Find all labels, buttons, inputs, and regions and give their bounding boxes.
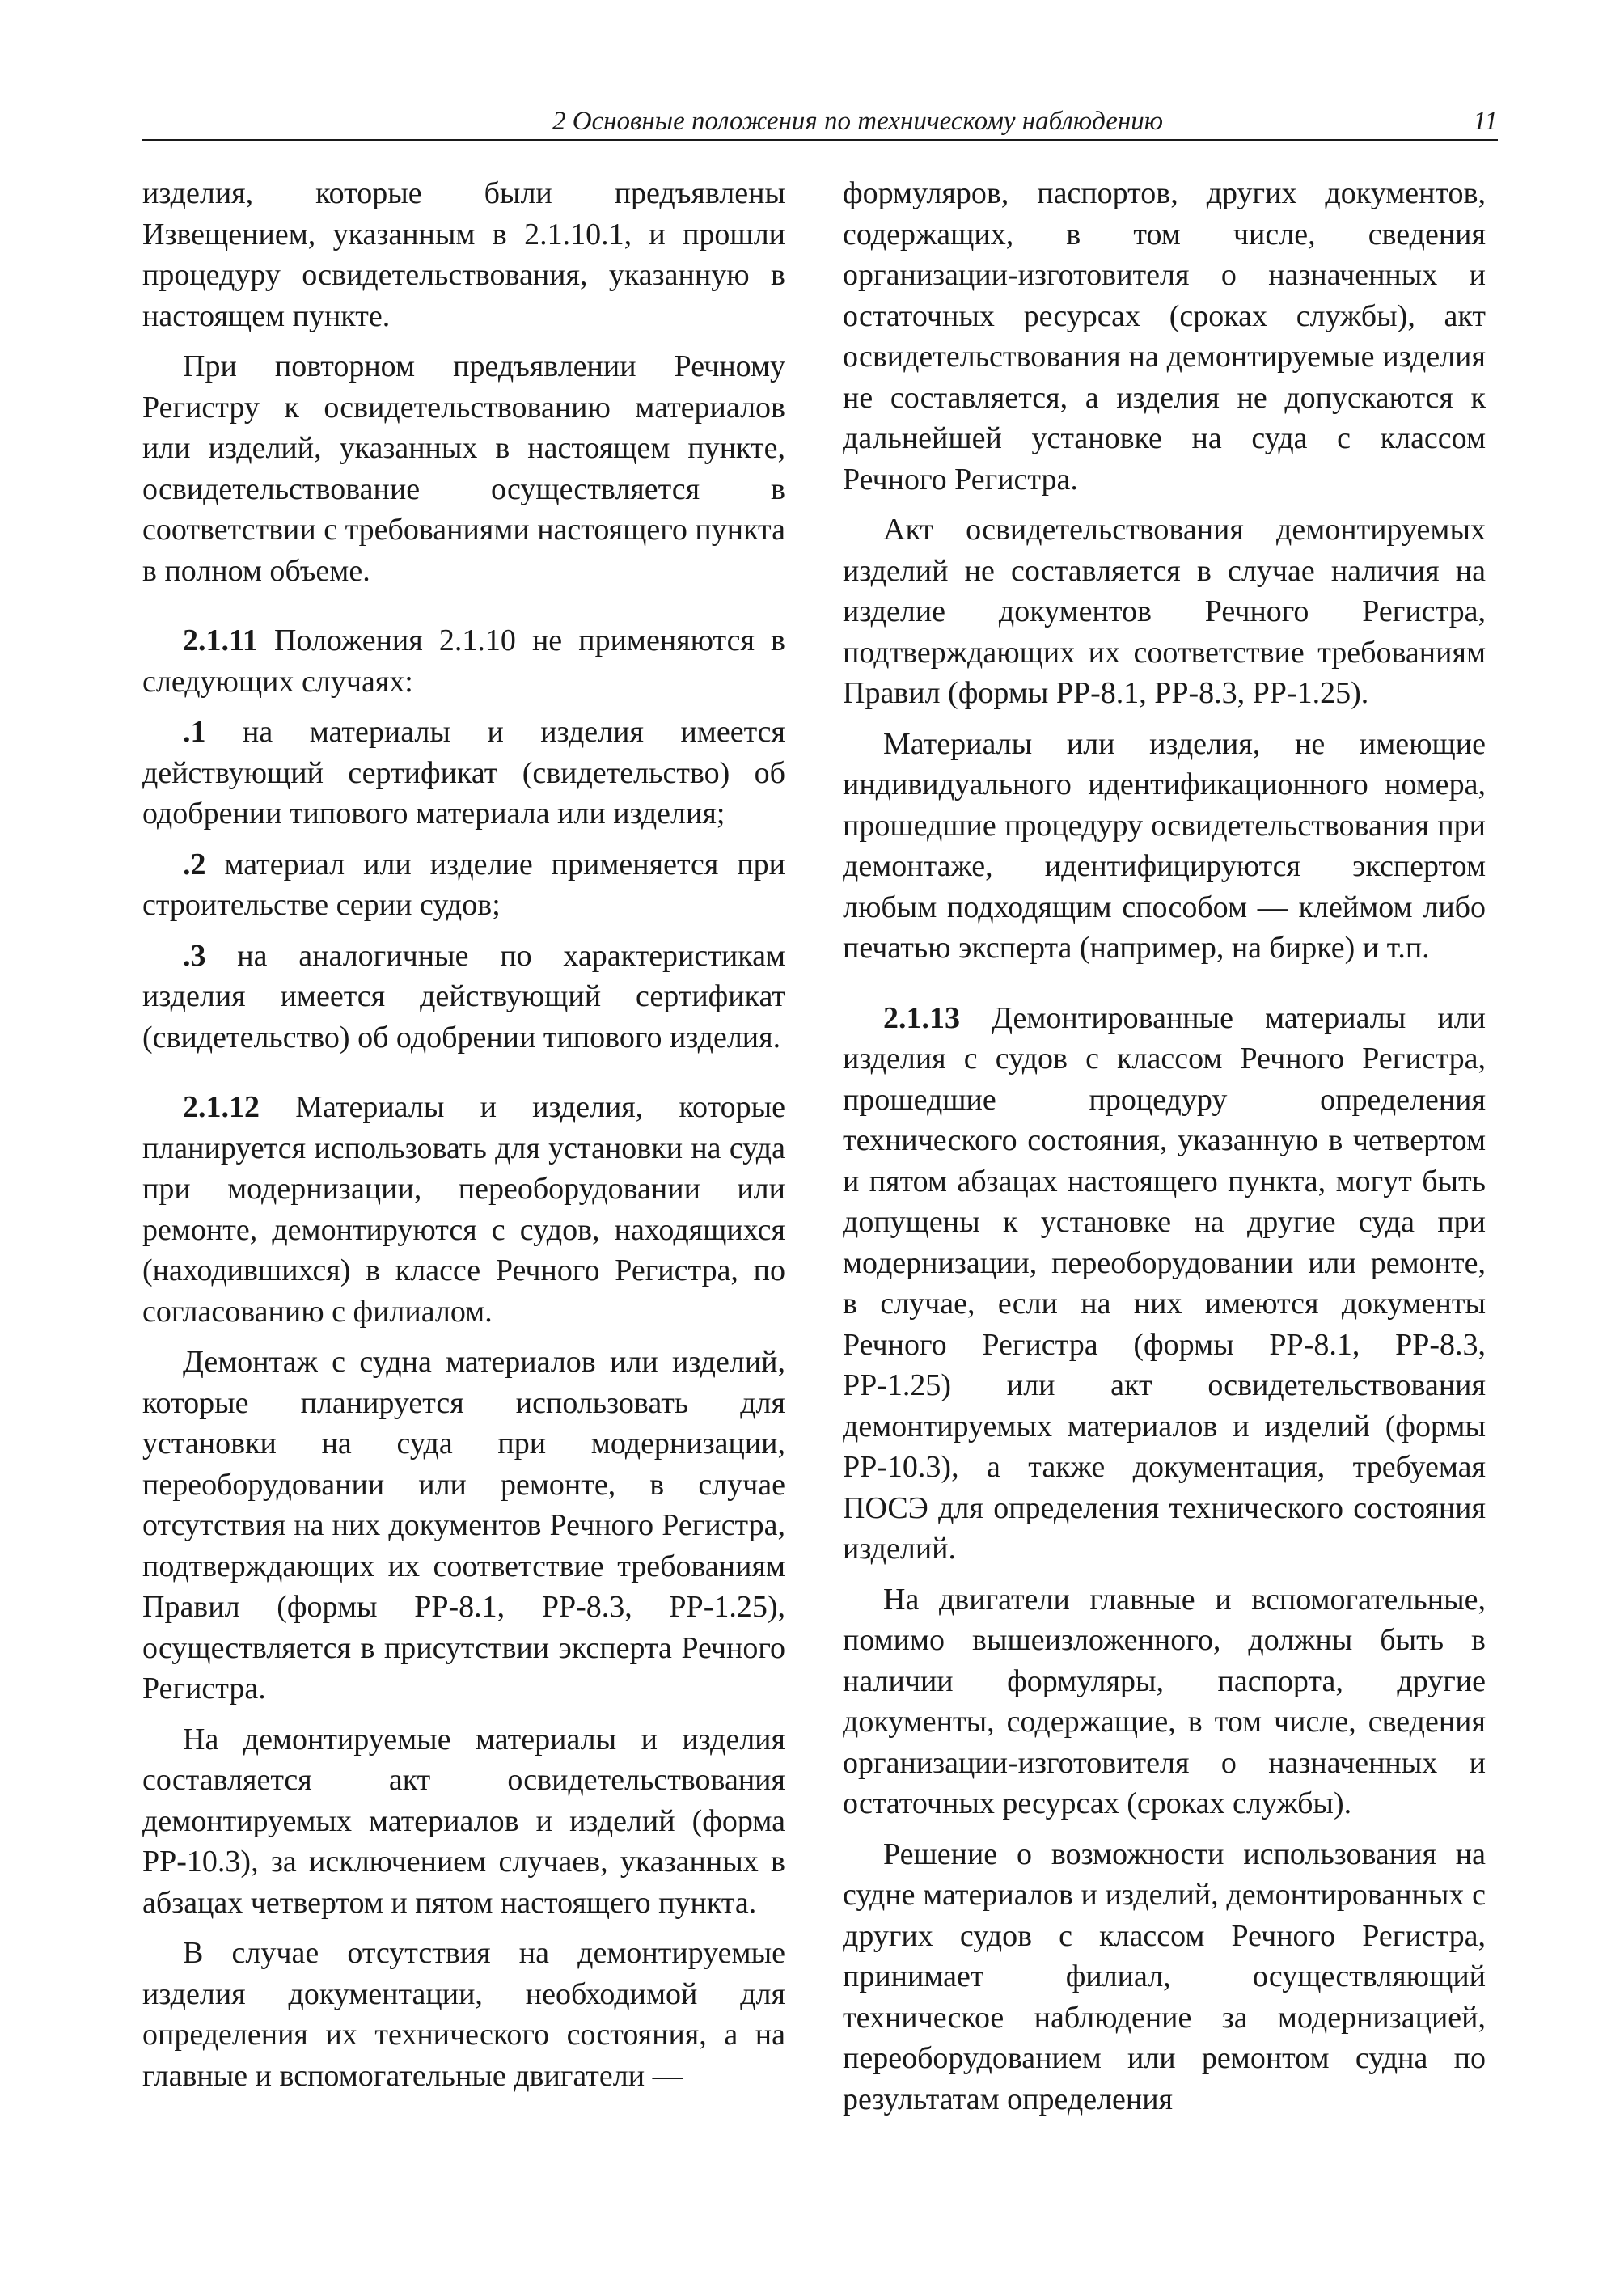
paragraph: На двигатели главные и вспомогательные, помимо вышеизложенного, должны быть в наличии формуляры, паспорта, другие документы, содержащие, в том числе, сведения организации-изготовителя о назначенных и остаточных ресурсах (сроках службы). [843, 1582, 1486, 1820]
right-column [843, 173, 1486, 2129]
section-number: 2.1.12 [183, 1090, 260, 1124]
section-2-1-11 [142, 620, 785, 702]
section-text: Положения 2.1.10 не применяются в следующих случаях: [142, 623, 785, 699]
list-item-text: на материалы и изделия имеется действующий сертификат (свидетельство) об одобрении типового материала или изделия; [142, 715, 785, 831]
page-number: 11 [1473, 107, 1498, 136]
paragraph: Демонтаж с судна материалов или изделий, которые планируется использовать для установки на суда при модернизации, переоборудовании или ремонте, в случае отсутствия на них документов Речного Регистра, подтверждающих их соответствие требованиям Правил (формы РР-8.1, РР-8.3, РР-1.25), осуществляется в присутствии эксперта Речного Регистра. [142, 1345, 785, 1706]
list-item-text: на аналогичные по характеристикам изделия имеется действующий сертификат (свидетельство) об одобрении типового изделия. [142, 938, 785, 1055]
section-number: 2.1.11 [183, 623, 258, 657]
list-item-number: .2 [183, 847, 206, 881]
list-item-number: .3 [183, 938, 206, 973]
left-column [142, 173, 785, 2106]
paragraph: В случае отсутствия на демонтируемые изделия документации, необходимой для определения их технического состояния, а на главные и вспомогательные двигатели — [142, 1936, 785, 2093]
paragraph: При повторном предъявлении Речному Регистру к освидетельствованию материалов или изделий, указанных в настоящем пункте, освидетельствование осуществляется в соответствии с требованиями настоящего пункта в полном объеме. [142, 349, 785, 588]
list-item [142, 844, 785, 926]
paragraph: Материалы или изделия, не имеющие индивидуального идентификационного номера, прошедшие процедуру освидетельствования при демонтаже, идентифицируются экспертом любым подходящим способом — клеймом либо печатью эксперта (например, на бирке) и т.п. [843, 726, 1486, 965]
list-item [142, 936, 785, 1059]
paragraph: Акт освидетельствования демонтируемых изделий не составляется в случае наличия на изделие документов Речного Регистра, подтверждающих их соответствие требованиям Правил (формы РР-8.1, РР-8.3, РР-1.25). [843, 513, 1486, 710]
section-text: Материалы и изделия, которые планируется использовать для установки на суда при модернизации, переоборудовании или ремонте, демонтируются с судов, находящихся (находившихся) в классе Речного Регистра, по согласованию с филиалом. [142, 1090, 785, 1329]
running-header [142, 104, 1498, 141]
section-2-1-12 [142, 1087, 785, 1332]
paragraph: Решение о возможности использования на судне материалов и изделий, демонтированных с других судов с классом Речного Регистра, принимает филиал, осуществляющий техническое наблюдение за модернизацией, переоборудованием или ремонтом судна по результатам определения [843, 1837, 1486, 2116]
header-title: 2 Основные положения по техническому наблюдению [552, 107, 1163, 136]
section-2-1-13 [843, 998, 1486, 1570]
list-item-number: .1 [183, 715, 206, 749]
list-item [142, 712, 785, 835]
section-number: 2.1.13 [883, 1000, 960, 1035]
list-item-text: материал или изделие применяется при строительстве серии судов; [142, 847, 785, 922]
paragraph: изделия, которые были предъявлены Извещением, указанным в 2.1.10.1, и прошли процедуру освидетельствования, указанную в настоящем пункте. [142, 176, 785, 333]
section-text: Демонтированные материалы или изделия с судов с классом Речного Регистра, прошедшие процедуру определения технического состояния, указанную в четвертом и пятом абзацах настоящего пункта, могут быть допущены к установке на другие суда при модернизации, переоборудовании или ремонте, в случае, если на них имеются документы Речного Регистра (формы РР-8.1, РР-8.3, РР-1.25) или акт освидетельствования демонтируемых материалов и изделий (формы РР-10.3), а также документация, требуемая ПОСЭ для определения технического состояния изделий. [843, 1000, 1486, 1566]
paragraph: формуляров, паспортов, других документов, содержащих, в том числе, сведения организации-изготовителя о назначенных и остаточных ресурсах (сроках службы), акт освидетельствования на демонтируемые изделия не составляется, а изделия не допускаются к дальнейшей установке на суда с классом Речного Регистра. [843, 176, 1486, 497]
paragraph: На демонтируемые материалы и изделия составляется акт освидетельствования демонтируемых материалов и изделий (форма РР-10.3), за исключением случаев, указанных в абзацах четвертом и пятом настоящего пункта. [142, 1722, 785, 1920]
